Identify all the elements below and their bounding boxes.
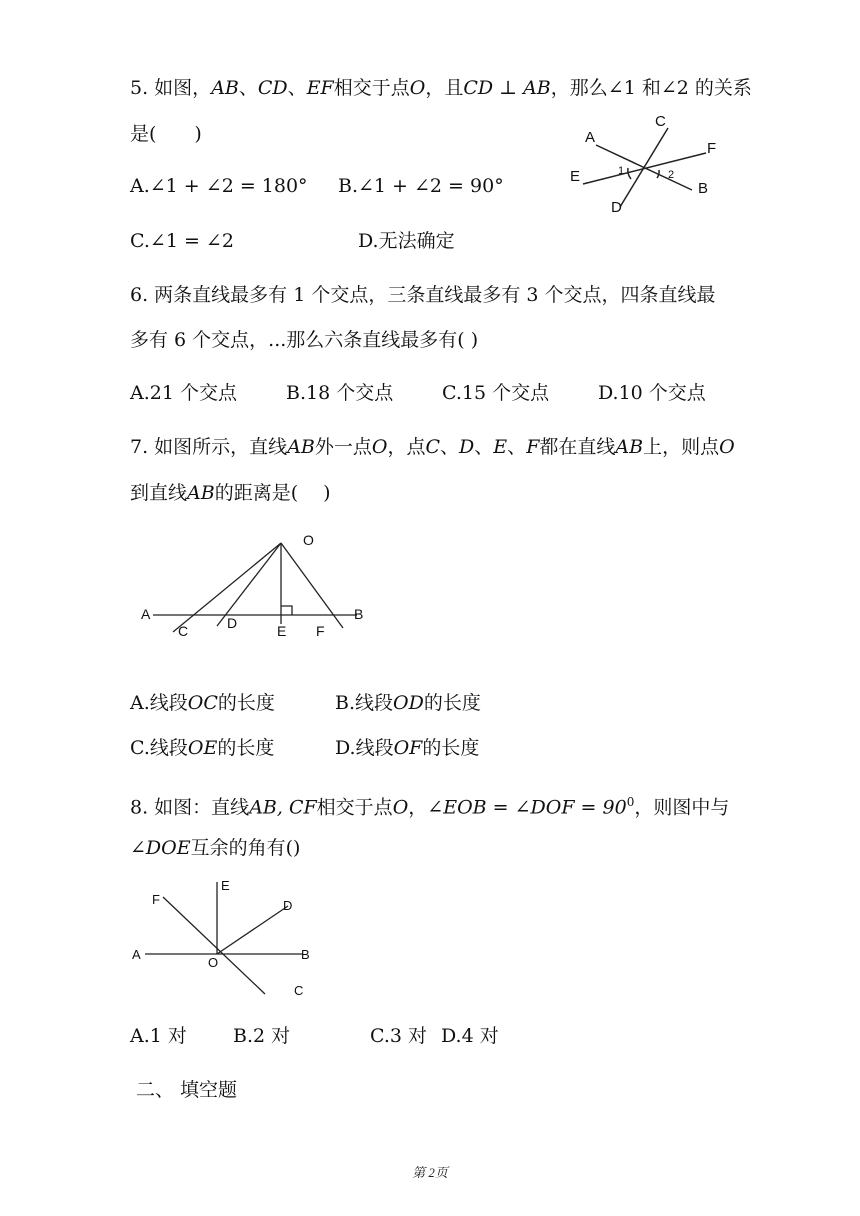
- q7-label-b: B: [354, 606, 364, 622]
- q8-label-d: D: [283, 898, 293, 913]
- q5-math: EF: [306, 77, 334, 99]
- q7-label-d: D: [227, 615, 238, 631]
- q5-stem-line2: 是( ): [130, 123, 202, 145]
- q7-math: F: [526, 436, 540, 458]
- q8-option-d[interactable]: D.4 对: [441, 1025, 499, 1047]
- q7-text: 、: [440, 436, 460, 458]
- q6-option-d[interactable]: D.10 个交点: [598, 382, 706, 404]
- q7-text: 如图所示，直线: [154, 436, 288, 458]
- q7-math: O: [371, 436, 388, 458]
- q6-option-a[interactable]: A.21 个交点: [130, 382, 237, 404]
- q7-label-f: F: [316, 623, 325, 639]
- q5-label-2: 2: [668, 169, 675, 181]
- q7-option-math: OD: [393, 692, 424, 714]
- q8-option-a[interactable]: A.1 对: [130, 1025, 187, 1047]
- q7-label-e: E: [277, 623, 287, 639]
- q7-stem-line1: [130, 435, 735, 459]
- q8-label-b: B: [301, 947, 310, 962]
- q6-option-c[interactable]: C.15 个交点: [442, 382, 550, 404]
- q6-stem-line1: 6. 两条直线最多有 1 个交点，三条直线最多有 3 个交点，四条直线最: [130, 284, 716, 306]
- q5-line-cd: [620, 128, 668, 207]
- q8-label-c: C: [294, 983, 304, 998]
- q6-stem-line2: 多有 6 个交点，...那么六条直线最多有( ): [130, 329, 479, 351]
- q7-label-c: C: [178, 623, 189, 639]
- q5-math: O: [409, 77, 426, 99]
- q5-angle1-arc: [628, 168, 631, 179]
- q7-stem-line2: [130, 481, 331, 505]
- q5-math: CD ⊥ AB: [463, 77, 551, 99]
- q7-text: 上，则点: [643, 436, 720, 458]
- q5-text: 相交于点: [333, 77, 410, 99]
- q7-math: AB: [287, 436, 315, 458]
- q7-option-math: OF: [393, 737, 423, 759]
- q5-label-d: D: [611, 199, 622, 216]
- q7-figure: [135, 528, 375, 646]
- q7-option-c[interactable]: [130, 736, 274, 760]
- q5-text: 和: [635, 77, 661, 99]
- q8-math: ∠EOB = ∠DOF = 90: [427, 796, 627, 819]
- q7-option-text: D.线段: [335, 737, 394, 759]
- q5-math: ∠2: [660, 77, 689, 99]
- q7-math: D: [459, 436, 475, 458]
- q6-option-b[interactable]: B.18 个交点: [286, 382, 394, 404]
- q7-text: 外一点: [314, 436, 372, 458]
- q7-option-math: OE: [187, 737, 218, 759]
- q7-text: 、: [507, 436, 527, 458]
- q7-option-b[interactable]: [335, 691, 481, 715]
- q5-option-d[interactable]: D.无法确定: [358, 230, 455, 252]
- q7-label-a: A: [141, 606, 151, 622]
- q5-figure: [560, 108, 730, 220]
- q5-option-a[interactable]: A.∠1 + ∠2 = 180°: [130, 175, 308, 197]
- q7-text: ，点: [387, 436, 426, 458]
- q5-math: CD: [257, 77, 288, 99]
- q7-option-a[interactable]: [130, 691, 275, 715]
- q5-option-c[interactable]: C.∠1 = ∠2: [130, 230, 234, 252]
- q5-label-1: 1: [618, 165, 625, 177]
- q8-math: O: [392, 796, 409, 819]
- q8-degree-sup: 0: [626, 795, 635, 809]
- q7-math: E: [493, 436, 508, 458]
- q8-figure: [125, 872, 330, 1002]
- q5-label-e: E: [570, 168, 581, 185]
- q5-label-c: C: [655, 113, 666, 130]
- q7-option-text: 的长度: [423, 692, 481, 714]
- q8-label-e: E: [221, 878, 230, 893]
- q5-text: 的关系: [688, 77, 752, 99]
- q7-number: 7.: [130, 436, 155, 458]
- q5-stem-line1: [130, 76, 752, 100]
- q5-option-b[interactable]: B.∠1 + ∠2 = 90°: [338, 175, 504, 197]
- section-title: 二、 填空题: [136, 1079, 238, 1101]
- q8-ray-od: [217, 906, 288, 954]
- q8-stem-line2: [130, 836, 300, 860]
- q5-label-a: A: [585, 129, 596, 146]
- q7-segment-od: [217, 543, 281, 626]
- q5-text: 如图，: [154, 77, 212, 99]
- q7-right-angle-mark: [281, 606, 292, 615]
- q5-line-ef: [583, 153, 706, 184]
- q8-option-b[interactable]: B.2 对: [233, 1025, 291, 1047]
- q5-number: 5.: [130, 77, 155, 99]
- q7-option-text: B.线段: [335, 692, 394, 714]
- q7-math: AB: [187, 482, 215, 504]
- q7-option-text: 的长度: [422, 737, 480, 759]
- q5-math: AB: [211, 77, 239, 99]
- q7-text: 、: [474, 436, 494, 458]
- q7-option-math: OC: [187, 692, 218, 714]
- q8-text: ，: [408, 796, 428, 819]
- q7-option-d[interactable]: [335, 736, 479, 760]
- q7-option-text: C.线段: [130, 737, 188, 759]
- q8-math: AB, CF: [249, 796, 317, 819]
- q8-text: 相交于点: [316, 796, 393, 819]
- q7-option-text: 的长度: [217, 692, 275, 714]
- q5-text: ，那么: [550, 77, 608, 99]
- q5-text: ，且: [425, 77, 464, 99]
- q7-option-text: 的长度: [217, 737, 275, 759]
- q8-option-c[interactable]: C.3 对: [370, 1025, 428, 1047]
- q8-label-o: O: [208, 955, 219, 970]
- q5-math: ∠1: [607, 77, 636, 99]
- q5-label-f: F: [707, 140, 717, 157]
- q8-stem-line1: [130, 790, 729, 819]
- q8-text: ，则图中与: [634, 796, 730, 819]
- q8-line-cf: [163, 897, 265, 994]
- q7-label-o: O: [303, 532, 314, 548]
- q5-label-b: B: [698, 180, 709, 197]
- q8-label-f: F: [152, 892, 160, 907]
- q7-text: 的距离是( ): [214, 482, 331, 504]
- q7-text: 到直线: [130, 482, 188, 504]
- q8-text: 如图：直线: [154, 796, 250, 819]
- q8-label-a: A: [132, 947, 141, 962]
- q8-number: 8.: [130, 796, 155, 819]
- page-footer: 第 2页: [412, 1165, 448, 1180]
- q7-option-text: A.线段: [130, 692, 188, 714]
- q7-math: C: [425, 436, 441, 458]
- q8-math: ∠DOE: [130, 837, 191, 859]
- q8-text: 互余的角有(): [190, 837, 301, 859]
- q5-text: 、: [287, 77, 307, 99]
- q7-math: AB: [615, 436, 644, 458]
- q7-text: 都在直线: [539, 436, 616, 458]
- q5-text: 、: [238, 77, 258, 99]
- q7-math: O: [719, 436, 735, 458]
